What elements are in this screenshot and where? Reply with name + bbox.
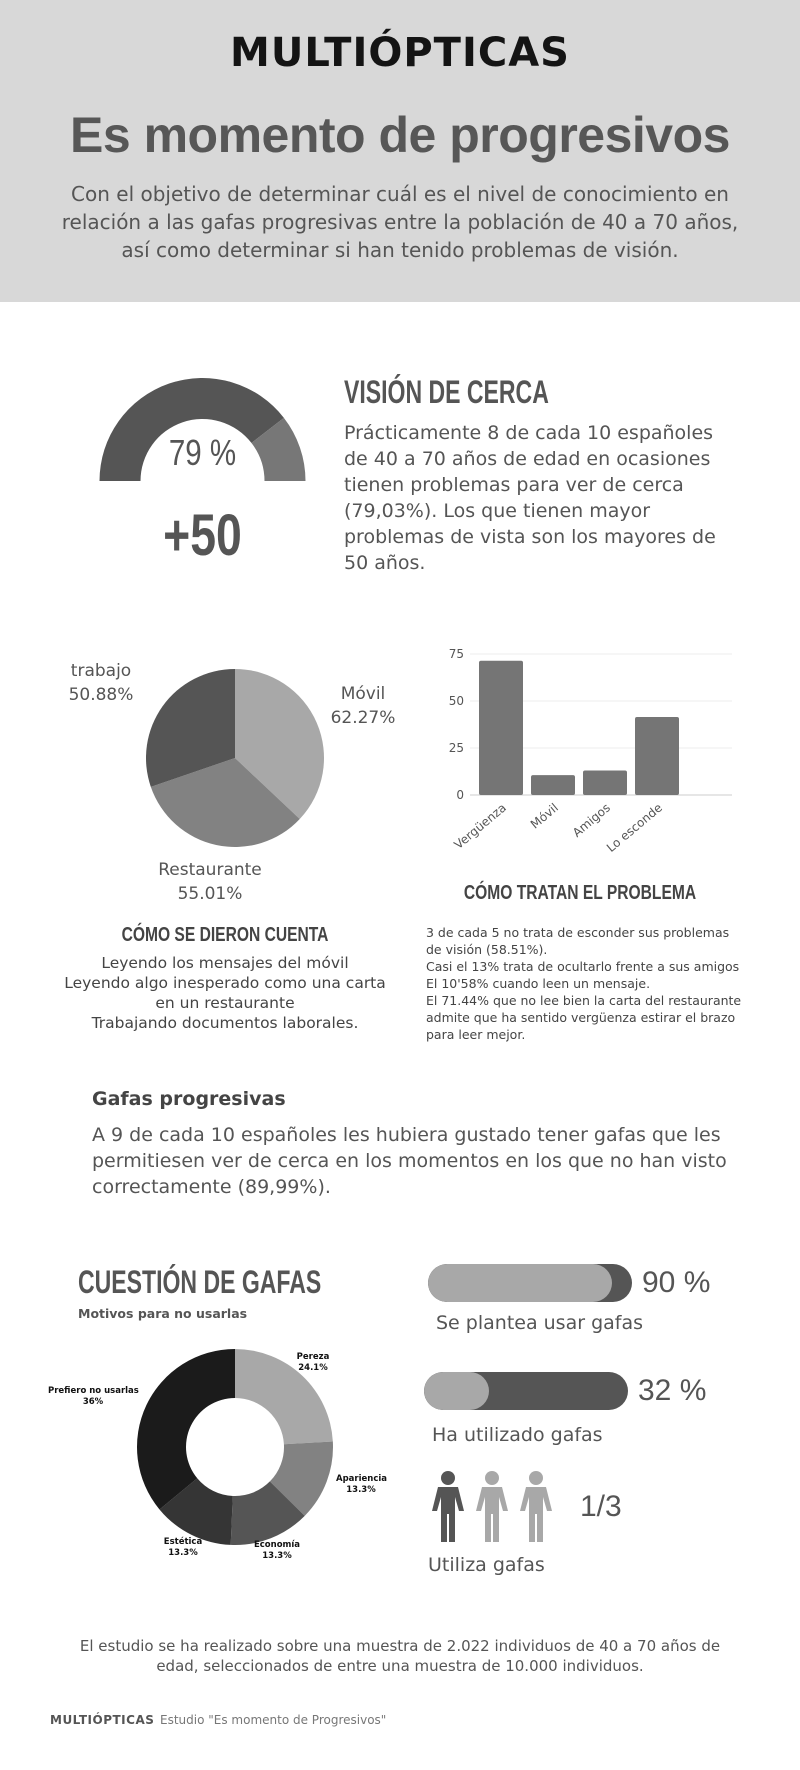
y-tick-label: 25 bbox=[448, 741, 464, 755]
pie-label-movil bbox=[318, 682, 408, 730]
progress-value-plantea: 90 % bbox=[642, 1266, 711, 1299]
intro-text: Con el objetivo de determinar cuál es el nivel de conocimiento en relación a las gafas progresivas entre la población de 40 a 70 años, así como determinar si han tenido problemas de visión. bbox=[61, 182, 739, 262]
x-tick-label: Móvil bbox=[527, 800, 561, 832]
treatment-line: El 10'58% cuando leen un mensaje. bbox=[426, 976, 651, 991]
how-noticed-item: Leyendo los mensajes del móvil bbox=[101, 954, 349, 972]
pie-label-movil-value: 62.27% bbox=[330, 708, 396, 728]
progress-fill-plantea bbox=[428, 1264, 612, 1302]
how-noticed-item: Leyendo algo inesperado como una carta en un restaurante bbox=[64, 974, 386, 1012]
treatment-line: El 71.44% que no lee bien la carta del restaurante admite que ha sentido vergüenza estirar el brazo para leer mejor. bbox=[426, 993, 742, 1042]
progresivas-title: Gafas progresivas bbox=[92, 1088, 286, 1110]
person-icon bbox=[520, 1471, 552, 1542]
y-tick-label: 50 bbox=[448, 694, 464, 708]
donut-label-economia-name: Economía bbox=[253, 1540, 301, 1550]
progress-label-utilizado: Ha utilizado gafas bbox=[432, 1424, 603, 1446]
progress-bar-utilizado bbox=[424, 1372, 628, 1410]
logo: MULTIÓPTICAS bbox=[230, 30, 570, 76]
donut-label-prefiero-name: Prefiero no usarlas bbox=[48, 1386, 139, 1396]
pie-label-restaurante bbox=[150, 858, 270, 906]
y-tick-label: 0 bbox=[456, 788, 464, 802]
progress-label-plantea: Se plantea usar gafas bbox=[436, 1312, 644, 1334]
donut-label-economia bbox=[252, 1540, 302, 1562]
donut-label-economia-value: 13.3% bbox=[262, 1551, 292, 1561]
pie-chart-how-noticed bbox=[145, 668, 325, 848]
cuestion-subtitle: Motivos para no usarlas bbox=[78, 1306, 248, 1321]
x-tick-label: Vergüenza bbox=[451, 800, 509, 852]
progress-value-utilizado: 32 % bbox=[638, 1374, 707, 1407]
donut-label-pereza-value: 24.1% bbox=[298, 1363, 328, 1373]
donut-label-prefiero bbox=[48, 1386, 138, 1408]
donut-label-pereza bbox=[288, 1352, 338, 1374]
pie-label-movil-name: Móvil bbox=[340, 684, 386, 704]
bar-chart-treatment bbox=[440, 640, 740, 880]
donut-chart-reasons bbox=[136, 1348, 334, 1546]
person-icon bbox=[476, 1471, 508, 1542]
x-tick-label: Lo esconde bbox=[603, 800, 665, 855]
donut-label-estetica-name: Estética bbox=[163, 1537, 203, 1547]
person-icon-filled bbox=[432, 1471, 464, 1542]
treatment-title: CÓMO TRATAN EL PROBLEMA bbox=[463, 882, 697, 904]
pie-label-restaurante-name: Restaurante bbox=[158, 860, 262, 880]
donut-label-estetica-value: 13.3% bbox=[168, 1548, 198, 1558]
pie-label-trabajo-name: trabajo bbox=[70, 661, 132, 681]
treatment-text bbox=[426, 924, 746, 1043]
treatment-line: 3 de cada 5 no trata de esconder sus problemas de visión (58.51%). bbox=[426, 925, 730, 957]
bar-1 bbox=[531, 775, 575, 795]
people-icons bbox=[428, 1470, 558, 1544]
cuestion-title: CUESTIÓN DE GAFAS bbox=[78, 1264, 322, 1300]
page-title: Es momento de progresivos bbox=[70, 107, 730, 163]
footer-brand: MULTIÓPTICAS bbox=[50, 1713, 155, 1727]
study-footnote: El estudio se ha realizado sobre una muestra de 2.022 individuos de 40 a 70 años de edad, seleccionados de entre una muestra de 10.000 individuos. bbox=[79, 1637, 721, 1675]
people-value: 1/3 bbox=[580, 1490, 622, 1523]
pie-label-restaurante-value: 55.01% bbox=[177, 884, 243, 904]
donut-label-apariencia-value: 13.3% bbox=[346, 1485, 376, 1495]
progress-bar-plantea bbox=[428, 1264, 632, 1302]
bar-2 bbox=[583, 771, 627, 795]
donut-label-prefiero-value: 36% bbox=[82, 1397, 104, 1407]
bar-3 bbox=[635, 717, 679, 795]
footer-study: Estudio "Es momento de Progresivos" bbox=[160, 1713, 387, 1727]
bar-0 bbox=[479, 661, 523, 795]
x-tick-label: Amigos bbox=[569, 800, 613, 840]
vision-title: VISIÓN DE CERCA bbox=[344, 374, 549, 410]
donut-label-apariencia-name: Apariencia bbox=[336, 1474, 388, 1484]
vision-text: Prácticamente 8 de cada 10 españoles de 40 a 70 años de edad en ocasiones tienen problemas para ver de cerca (79,03%). Los que tienen mayor problemas de vista son los mayores de 50 años. bbox=[344, 422, 716, 574]
donut-label-apariencia bbox=[336, 1474, 386, 1496]
progresivas-text: A 9 de cada 10 españoles les hubiera gustado tener gafas que les permitiesen ver de cerca en los momentos en los que no han visto correctamente (89,99%). bbox=[92, 1124, 727, 1198]
age-label: +50 bbox=[163, 503, 242, 568]
donut-slice-prefiero bbox=[137, 1349, 235, 1509]
donut-label-estetica bbox=[158, 1537, 208, 1559]
how-noticed-item: Trabajando documentos laborales. bbox=[91, 1014, 359, 1032]
gauge-value-label: 79 % bbox=[168, 432, 237, 473]
progress-fill-utilizado bbox=[424, 1372, 489, 1410]
y-tick-label: 75 bbox=[448, 647, 464, 661]
how-noticed-title: CÓMO SE DIERON CUENTA bbox=[121, 924, 329, 946]
pie-label-trabajo bbox=[56, 659, 146, 707]
donut-label-pereza-name: Pereza bbox=[296, 1352, 330, 1362]
people-label: Utiliza gafas bbox=[428, 1554, 545, 1576]
pie-label-trabajo-value: 50.88% bbox=[68, 685, 134, 705]
how-noticed-list bbox=[60, 953, 390, 1033]
treatment-line: Casi el 13% trata de ocultarlo frente a sus amigos bbox=[426, 959, 740, 974]
